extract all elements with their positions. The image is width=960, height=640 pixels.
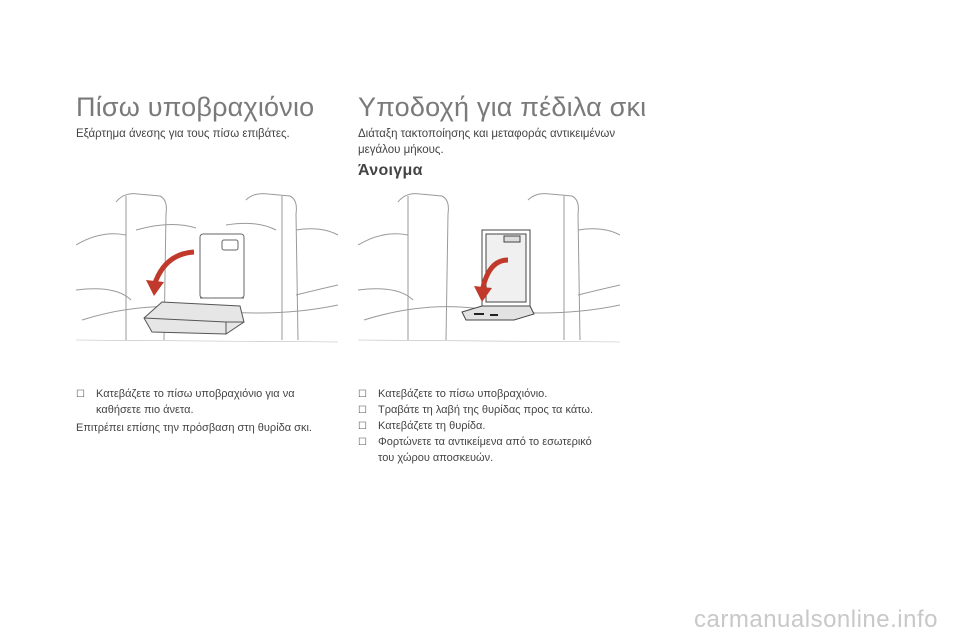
section-intro: Εξάρτημα άνεσης για τους πίσω επιβάτες. <box>76 128 290 140</box>
watermark: carmanualsonline.info <box>694 606 938 633</box>
section-title: Υποδοχή για πέδιλα σκι <box>358 92 647 122</box>
rear-seat-armrest-diagram <box>76 190 338 350</box>
list-item <box>358 386 598 402</box>
list-item-text: Τραβάτε τη λαβή της θυρίδας προς τα κάτω. <box>378 404 594 416</box>
list-item-text: Κατεβάζετε το πίσω υποβραχιόνιο. <box>378 388 548 400</box>
subsection-heading: Άνοιγμα <box>358 162 423 179</box>
bullet-square-icon: ☐ <box>358 389 367 400</box>
list-item-text: Κατεβάζετε το πίσω υποβραχιόνιο για να καθήσετε πιο άνετα. <box>96 388 295 416</box>
section-note: Επιτρέπει επίσης την πρόσβαση στη θυρίδα σκι. <box>76 422 312 434</box>
bullet-square-icon: ☐ <box>358 405 367 416</box>
bullet-square-icon: ☐ <box>358 437 367 448</box>
list-item <box>358 402 598 418</box>
section-intro: Διάταξη τακτοποίησης και μεταφοράς αντικειμένων μεγάλου μήκους. <box>358 128 616 156</box>
ski-flap-illustration <box>358 190 620 350</box>
list-item <box>358 418 598 434</box>
rear-armrest-illustration <box>76 190 338 350</box>
list-item-text: Κατεβάζετε τη θυρίδα. <box>378 420 486 432</box>
bullet-square-icon: ☐ <box>358 421 367 432</box>
instruction-list <box>358 386 598 466</box>
section-title: Πίσω υποβραχιόνιο <box>76 92 315 122</box>
list-item <box>358 434 598 466</box>
list-item-text: Φορτώνετε τα αντικείμενα από το εσωτερικό του χώρου αποσκευών. <box>378 436 592 464</box>
list-item <box>76 386 338 418</box>
instruction-list <box>76 386 338 418</box>
ski-flap-diagram <box>358 190 620 350</box>
bullet-square-icon: ☐ <box>76 389 85 400</box>
